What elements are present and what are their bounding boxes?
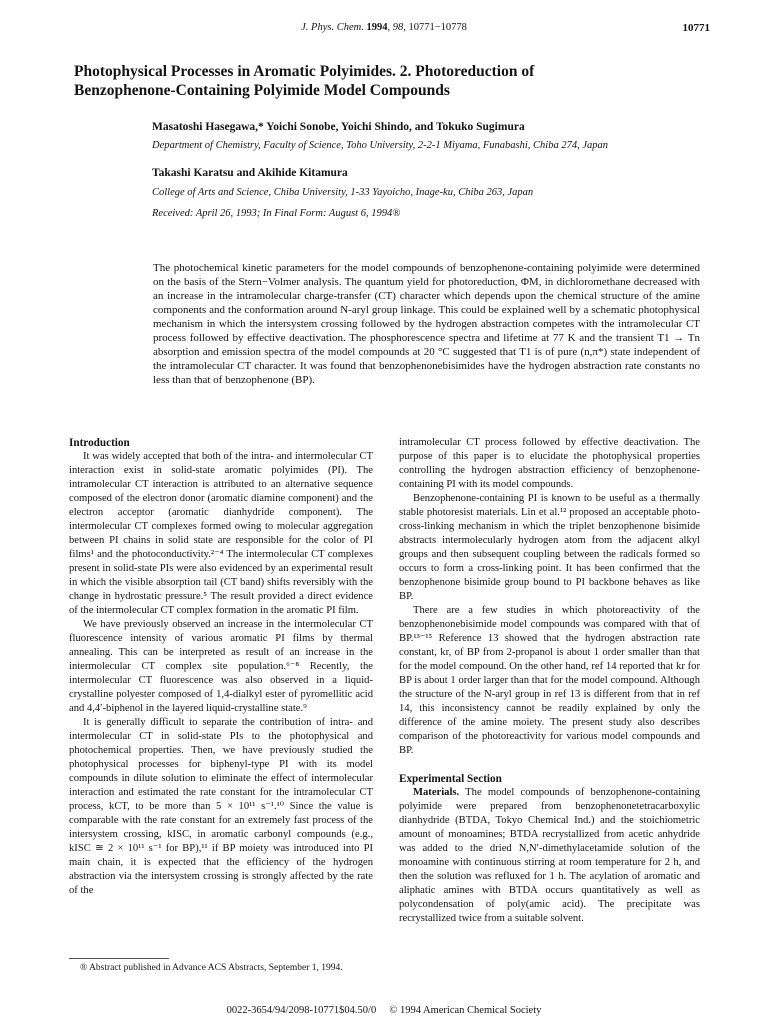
- article-title: [74, 62, 714, 100]
- author-list-1: Masatoshi Hasegawa,* Yoichi Sonobe, Yoichi Shindo, and Tokuko Sugimura: [152, 121, 525, 133]
- paragraph: It was widely accepted that both of the intra- and intermolecular CT interaction exist in solid-state aromatic polyimides (PI). The intramolecular CT interaction is attributed to an alternative sequence composed of the electron donor (aromatic diamine component) and the electron acceptor (aromatic dianhydride component). The intermolecular CT complexes formed owing to molecular aggregation between PI chains in solid state are responsible for the color of PI films¹ and the photoconductivity.²⁻⁴ The intermolecular CT complexes present in solid-state PIs were also evidenced by an experimental result in which the visible absorption tail (CT band) shifts reversibly with the change in hydrostatic pressure.⁵ The result provided a direct evidence of the intermolecular CT complex formation in the aromatic PI film.: [69, 451, 373, 616]
- materials-runin: Materials.: [413, 787, 460, 798]
- author-list-2: Takashi Karatsu and Akihide Kitamura: [152, 167, 348, 179]
- title-line-2: Benzophenone-Containing Polyimide Model Compounds: [74, 82, 450, 99]
- footnote: ® Abstract published in Advance ACS Abstracts, September 1, 1994.: [80, 963, 343, 973]
- materials-text: The model compounds of benzophenone-containing polyimide were prepared from benzophenonetetracarboxylic dianhydride (BTDA, Tokyo Chemical Ind.) and the stoichiometric amount of monoamines; BTDA recrystallized from acetic anhydride was added to the dried N,N′-dimethylacetamide solution of the monoamine with continuous stirring at room temperature for 2 h, and then the solution was refluxed for 1 h. The acylation of aromatic and aliphatic amines with BTDA occurs quantitatively as well as polycondensation of poly(amic acid). The precipitate was recrystallized twice from a suitable solvent.: [399, 787, 700, 924]
- journal-pages: 10771−10778: [408, 22, 467, 33]
- affiliation-2: College of Arts and Science, Chiba University, 1-33 Yayoicho, Inage-ku, Chiba 263, Japan: [152, 187, 534, 198]
- right-column: [399, 436, 700, 926]
- paragraph: intramolecular CT process followed by effective deactivation. The purpose of this paper is to elucidate the photophysical properties controlling the hydrogen abstraction efficiency of benzophenone-containing PI with its model compounds.: [399, 437, 700, 490]
- journal-volume: 98: [392, 22, 404, 33]
- article-code: 0022-3654/94/2098-10771$04.50/0: [226, 1005, 377, 1016]
- paragraph: It is generally difficult to separate the contribution of intra- and intermolecular CT in solid-state PIs to the photophysical and photochemical properties. Then, we have previously studied the photophysical processes for biphenyl-type PI with its model compounds in dilute solution to eliminate the effect of intermolecular interaction and estimated the rate constant for the intramolecular CT process, kCT, to be more than 5 × 10¹¹ s⁻¹.¹⁰ Since the value is comparable with the rate constant for an extremely fast process of the intersystem crossing, kISC, in aromatic carbonyl compounds (e.g., kISC ≅ 2 × 10¹¹ s⁻¹ for BP),¹¹ if BP moiety was introduced into PI main chain, it is expected that the efficiency of the hydrogen abstraction via the intersystem crossing is strongly affected by the rate of the: [69, 717, 373, 896]
- title-line-1: Photophysical Processes in Aromatic Polyimides. 2. Photoreduction of: [74, 63, 535, 80]
- materials-paragraph: [399, 786, 700, 926]
- section-heading-experimental: Experimental Section: [399, 773, 502, 785]
- copyright: © 1994 American Chemical Society: [389, 1005, 542, 1016]
- paragraph: We have previously observed an increase in the intermolecular CT fluorescence intensity of various aromatic PI films by thermal annealing. This can be interpreted as result of an increase in the intermolecular CT complex site population.⁶⁻⁸ Recently, the intermolecular CT fluorescence was also observed in a liquid-crystalline polyester composed of 1,4-dialkyl ester of pyromellitic acid and 4,4′-biphenol in the layered liquid-crystalline state.⁹: [69, 619, 373, 714]
- received-dates: Received: April 26, 1993; In Final Form: August 6, 1994®: [152, 208, 401, 219]
- abstract: The photochemical kinetic parameters for the model compounds of benzophenone-containing polyimide were determined on the basis of the Stern−Volmer analysis. The quantum yield for photoreduction, ΦM, in dichloromethane decreased with an increase in the intramolecular charge-transfer (CT) character which depends upon the chemical structure of the amine components and the conformation around N-aryl group linkage. This could be explained well by a schematic photophysical mechanism in which the intersystem crossing followed by the hydrogen abstraction competes with the intramolecular CT process followed by effective deactivation. The phosphorescence spectra and lifetime at 77 K and the transient T1 → Tn absorption and emission spectra of the model compounds at 20 °C suggested that T1 is of pure (n,π*) state independent of the intramolecular CT character. It was found that benzophenonebisimides have the hydrogen abstraction rate constants no less than that of benzophenone (BP).: [153, 262, 700, 386]
- page-footer: [0, 1005, 768, 1016]
- running-header: J. Phys. Chem. 1994, 98, 10771−10778: [301, 22, 467, 33]
- page-number: 10771: [682, 22, 710, 34]
- journal-name: J. Phys. Chem.: [301, 22, 364, 33]
- paragraph: There are a few studies in which photoreactivity of the benzophenonebisimide model compounds was compared with that of BP.¹³⁻¹⁵ Reference 13 showed that the hydrogen abstraction rate constant, kr, of BP from 2-propanol is about 1 order smaller than that for the model compound. On the other hand, ref 14 reported that kr for BP is about 1 order larger than that for the model compound. Although the structure of the N-aryl group in ref 13 is different from that in ref 14, this inconsistency cannot be readily explained by only the difference of the amine moiety. The present study also describes comparison of the photoreactivity for various model compounds and BP.: [399, 605, 700, 756]
- affiliation-1: Department of Chemistry, Faculty of Science, Toho University, 2-2-1 Miyama, Funabashi, Chiba 274, Japan: [152, 140, 609, 151]
- left-column: [69, 436, 373, 898]
- footnote-rule: [69, 958, 169, 959]
- journal-year: 1994: [366, 22, 388, 33]
- paragraph: Benzophenone-containing PI is known to be useful as a thermally stable photoresist materials. Lin et al.¹² proposed an acceptable photo-cross-linking mechanism in which the triplet benzophenone bisimide abstracts intermolecularly hydrogen atom from the adjacent alkyl groups and then subsequent coupling between the radicals formed so occurs to form a cross-linking point. It has been confirmed that the benzophenone bisimide group bound to PI backbone behaves as like BP.: [399, 493, 700, 602]
- section-heading-introduction: Introduction: [69, 437, 130, 449]
